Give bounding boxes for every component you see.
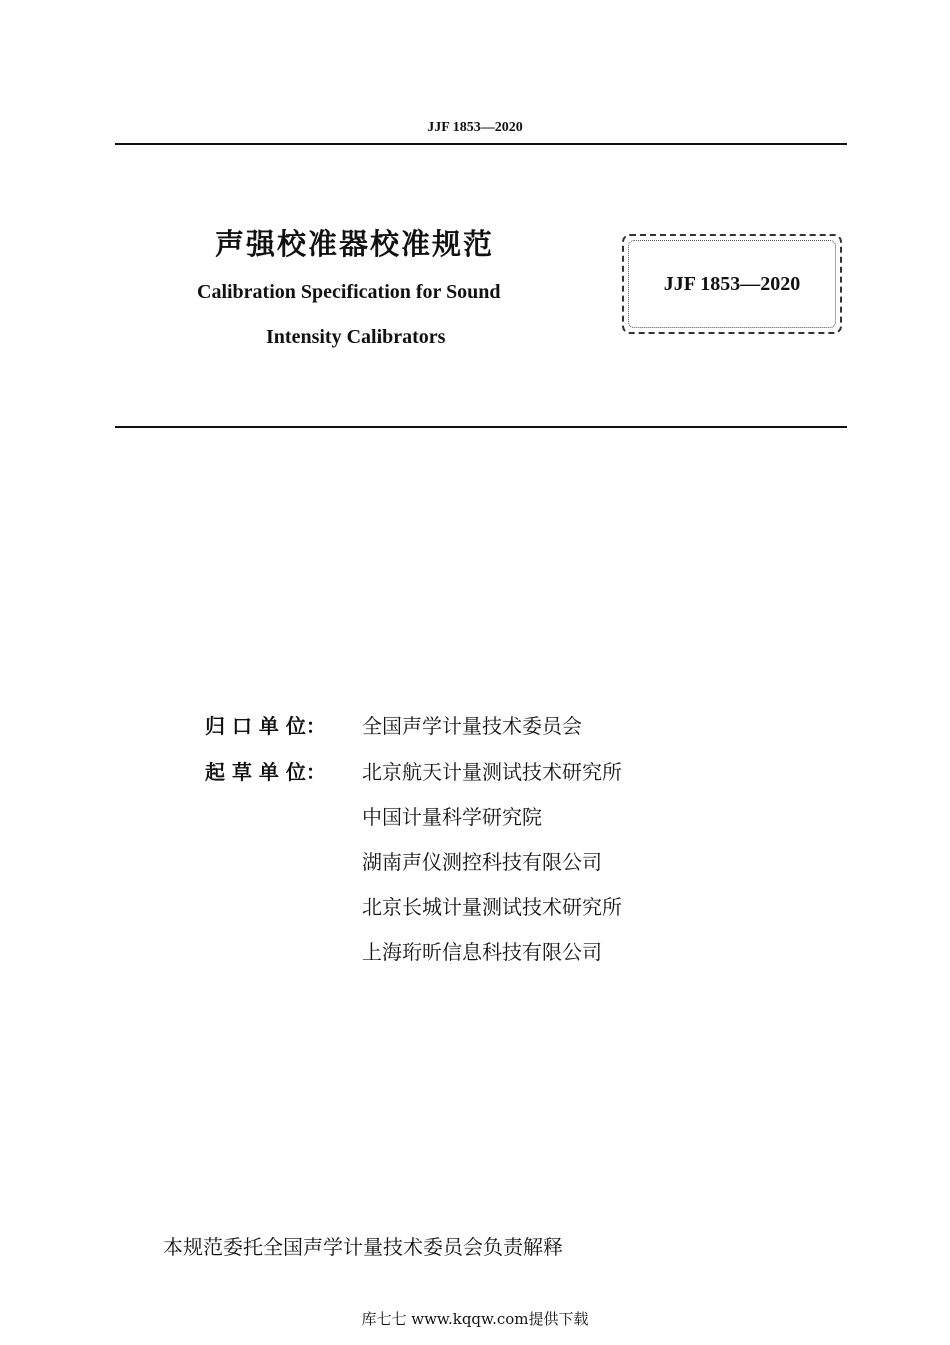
header-standard-code: JJF 1853—2020 <box>427 120 523 135</box>
drafting-unit-value: 湖南声仪测控科技有限公司 <box>362 850 602 874</box>
drafting-unit-value: 上海珩昕信息科技有限公司 <box>362 940 602 964</box>
drafting-unit-row <box>205 756 622 785</box>
drafting-unit-value: 中国计量科学研究院 <box>362 805 542 829</box>
responsible-unit-value: 全国声学计量技术委员会 <box>362 714 582 738</box>
responsible-unit-row <box>205 710 582 739</box>
title-english-line1: Calibration Specification for Sound <box>197 281 501 303</box>
drafting-unit-value: 北京长城计量测试技术研究所 <box>362 895 622 919</box>
header-divider <box>115 143 847 145</box>
title-english-line2: Intensity Calibrators <box>266 326 446 348</box>
interpretation-statement: 本规范委托全国声学计量技术委员会负责解释 <box>163 1235 563 1259</box>
drafting-unit-label: 起 草 单 位： <box>205 760 326 784</box>
title-divider <box>115 426 847 428</box>
standard-code-box <box>622 234 842 334</box>
drafting-unit-value: 北京航天计量测试技术研究所 <box>362 760 622 784</box>
title-chinese: 声强校准器校准规范 <box>215 227 495 261</box>
responsible-unit-label: 归 口 单 位： <box>205 714 326 738</box>
standard-code: JJF 1853—2020 <box>663 272 801 295</box>
download-footer: 库七七 www.kqqw.com提供下载 <box>361 1310 589 1328</box>
